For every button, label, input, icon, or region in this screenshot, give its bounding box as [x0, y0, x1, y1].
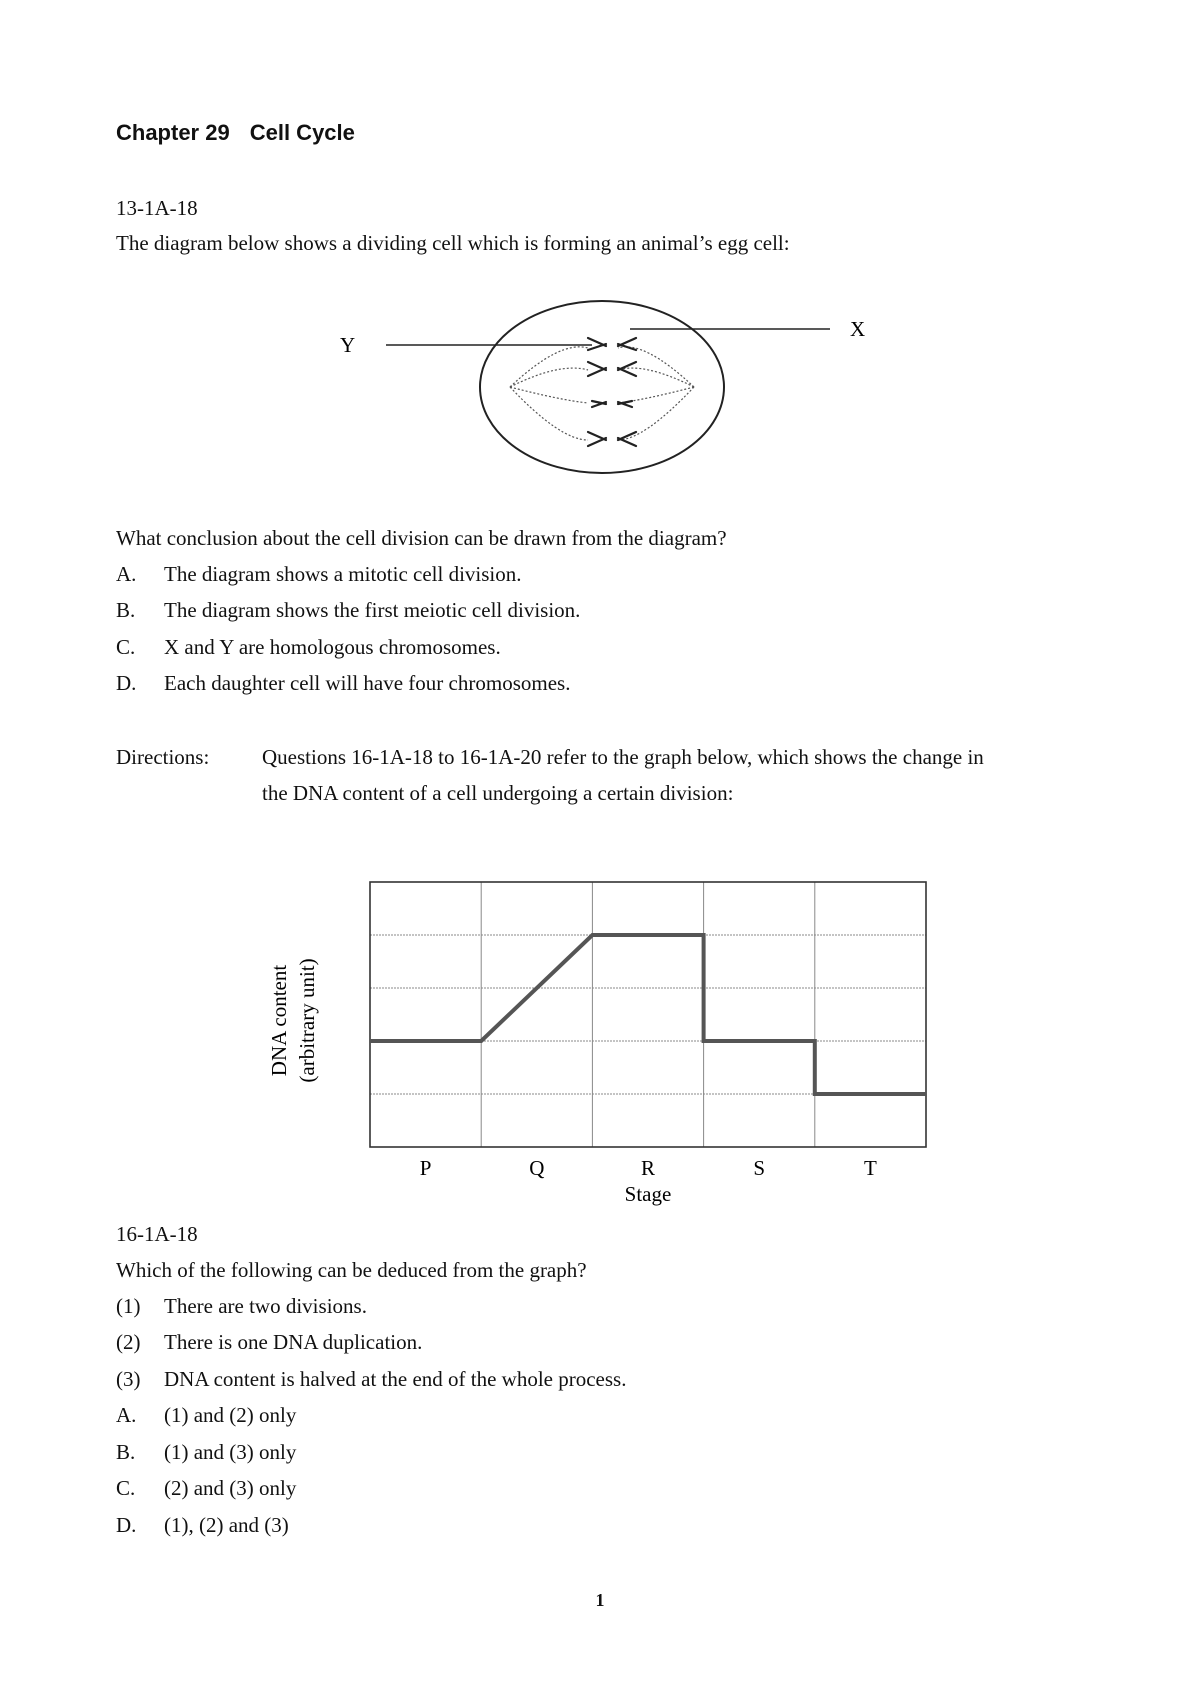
chapter-heading	[116, 120, 355, 146]
spindle-fibres	[510, 347, 694, 440]
option-a	[116, 560, 1016, 588]
dna-content-chart	[260, 830, 940, 1206]
option-d	[116, 1511, 1016, 1539]
label-y: Y	[340, 333, 356, 357]
option-label: A.	[116, 1403, 137, 1427]
statement-2	[116, 1328, 1016, 1356]
option-text: X and Y are homologous chromosomes.	[164, 635, 501, 659]
chapter-number: Chapter 29	[116, 120, 230, 145]
x-tick-label: R	[640, 1156, 656, 1180]
x-tick-label: T	[863, 1156, 877, 1180]
chromosomes-right	[618, 338, 636, 446]
statement-text: There are two divisions.	[164, 1294, 367, 1318]
option-text: (2) and (3) only	[164, 1476, 297, 1500]
option-label: C.	[116, 635, 136, 659]
statement-label: (2)	[116, 1330, 141, 1354]
option-label: D.	[116, 1513, 137, 1537]
x-tick-label: S	[753, 1156, 766, 1180]
directions-line-1: Questions 16-1A-18 to 16-1A-20 refer to the graph below, which shows the change in	[262, 745, 984, 769]
statement-1	[116, 1292, 1016, 1320]
directions-label: Directions:	[116, 745, 210, 769]
plot-frame	[370, 882, 926, 1147]
label-pointer-lines	[386, 329, 830, 345]
option-b	[116, 1438, 1016, 1466]
option-text: (1) and (2) only	[164, 1403, 297, 1427]
statement-3	[116, 1365, 1016, 1393]
option-a	[116, 1401, 1016, 1429]
option-text: The diagram shows the first meiotic cell division.	[164, 598, 581, 622]
statement-text: DNA content is halved at the end of the whole process.	[164, 1367, 627, 1391]
option-text: Each daughter cell will have four chromosomes.	[164, 671, 571, 695]
option-label: D.	[116, 671, 137, 695]
option-c	[116, 1474, 1016, 1502]
x-axis-label: Stage	[624, 1182, 672, 1206]
label-x: X	[850, 317, 866, 341]
question-stem: The diagram below shows a dividing cell which is forming an animal’s egg cell:	[116, 231, 790, 255]
dna-content-line	[370, 935, 926, 1094]
chapter-title: Cell Cycle	[249, 120, 355, 145]
option-label: C.	[116, 1476, 136, 1500]
statement-label: (3)	[116, 1367, 141, 1391]
option-text: (1) and (3) only	[164, 1440, 297, 1464]
cell-division-diagram	[330, 300, 890, 490]
statement-label: (1)	[116, 1294, 141, 1318]
x-tick-labels	[420, 1156, 877, 1180]
question-text: Which of the following can be deduced from the graph?	[116, 1258, 587, 1282]
question-text: What conclusion about the cell division can be drawn from the diagram?	[116, 526, 727, 550]
option-text: The diagram shows a mitotic cell division.	[164, 562, 522, 586]
question-code: 13-1A-18	[116, 196, 198, 220]
option-label: B.	[116, 598, 136, 622]
option-label: A.	[116, 562, 137, 586]
x-tick-label: P	[419, 1156, 432, 1180]
x-tick-label: Q	[529, 1156, 545, 1180]
question-code: 16-1A-18	[116, 1222, 198, 1246]
page-number: 1	[595, 1590, 605, 1610]
y-axis-label-line-1: DNA content	[267, 964, 291, 1077]
y-axis-label-line-2: (arbitrary unit)	[295, 958, 319, 1083]
chart-grid	[370, 882, 926, 1147]
cell-membrane	[480, 301, 724, 473]
directions-line-2: the DNA content of a cell undergoing a certain division:	[262, 781, 734, 805]
option-label: B.	[116, 1440, 136, 1464]
statement-text: There is one DNA duplication.	[164, 1330, 423, 1354]
option-c	[116, 633, 1016, 661]
option-d	[116, 669, 1016, 697]
option-b	[116, 596, 1016, 624]
option-text: (1), (2) and (3)	[164, 1513, 289, 1537]
chromosomes-left	[588, 338, 606, 446]
y-axis-label	[267, 958, 319, 1082]
